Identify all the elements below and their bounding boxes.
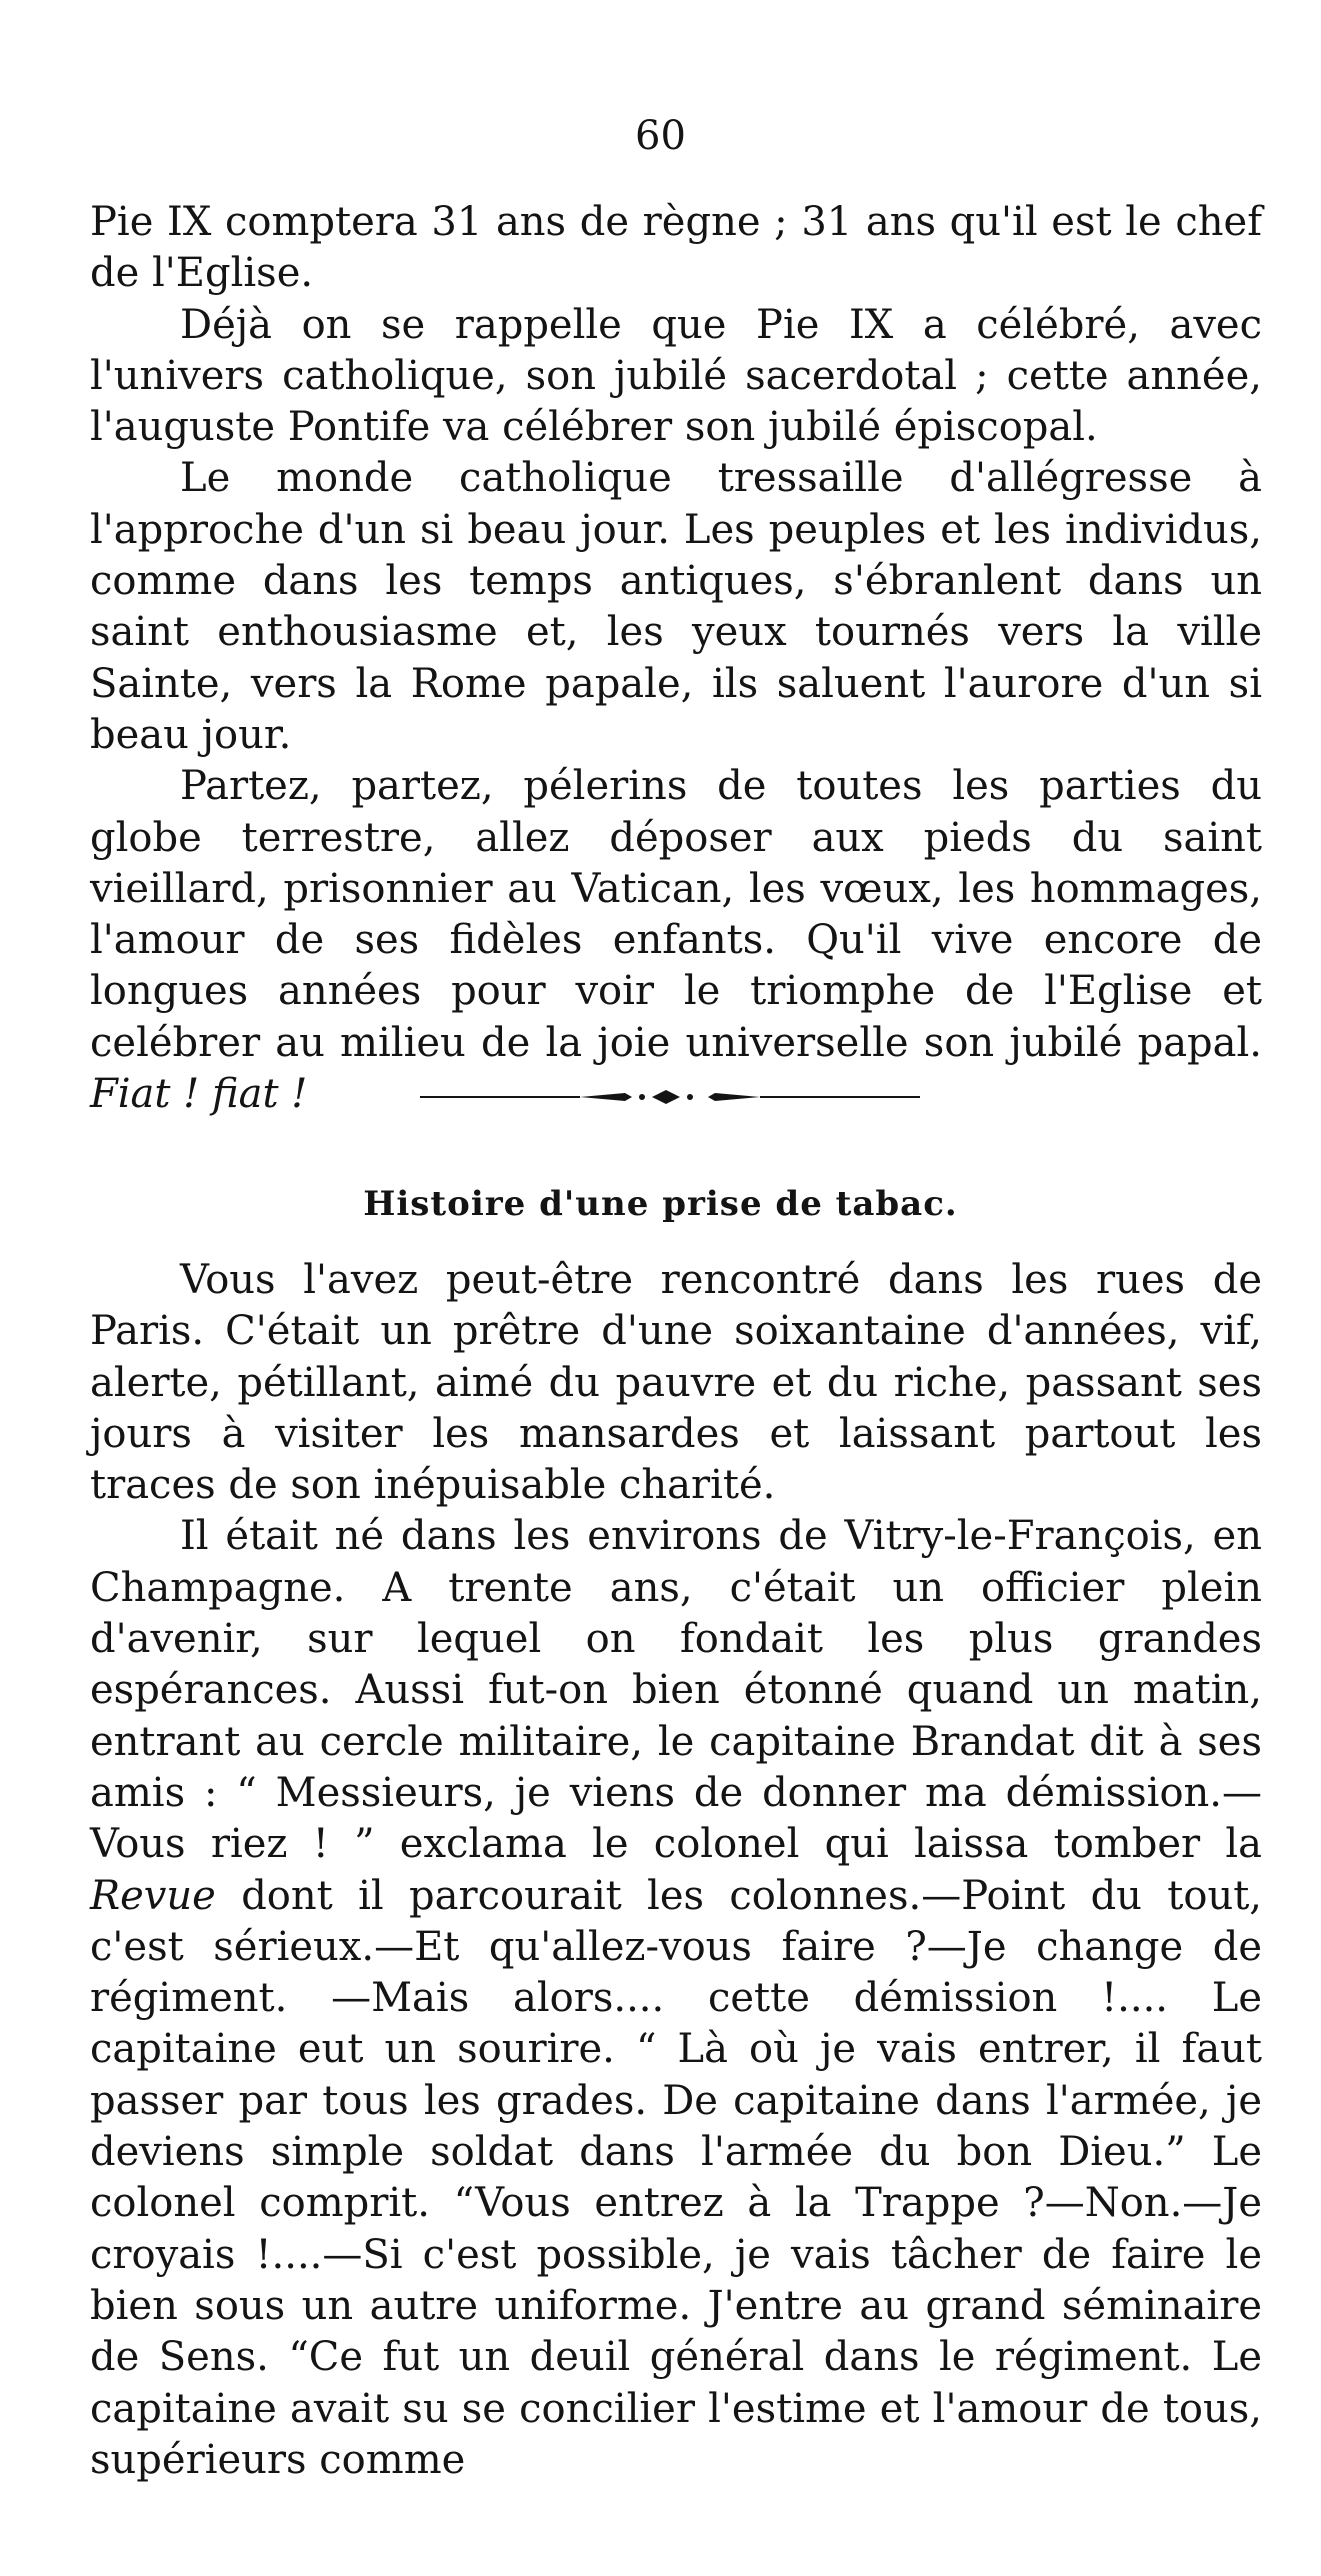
paragraph-story-2-part-2: dont il parcourait les colonnes.—Point du tout, c'est sérieux.—Et qu'allez-vous faire ?—Je change de régiment. —Mais alors.... cette démission !.... Le capitaine eut un sourire. “ Là où je vais entrer, il faut passer par tous les grades. De capitaine dans l'armée, je deviens simple soldat dans l'armée du bon Dieu.” Le colonel comprit. “Vous entrez à la Trappe ?—Non.—Je croyais !....—Si c'est possible, je vais tâcher de faire le bien sous un autre uniforme. J'entre au grand séminaire de Sens. “Ce fut un deuil général dans le régiment. Le capitaine avait su se concilier l'estime et l'amour de tous, supérieurs comme	[90, 1872, 1263, 2483]
paragraph-jubilee-3: Le monde catholique tressaille d'allégresse à l'approche d'un si beau jour. Les peuples et les individus, comme dans les temps antiques, s'ébranlent dans un saint enthousiasme et, les yeux tournés vers la ville Sainte, vers la Rome papale, ils saluent l'aurore d'un si beau jour.	[90, 455, 1262, 758]
section-jubilee	[90, 197, 1262, 1120]
paragraph-story-1: Vous l'avez peut-être rencontré dans les rues de Paris. C'était un prêtre d'une soixantaine d'années, vif, alerte, pétillant, aimé du pauvre et du riche, passant ses jours à visiter les mansardes et laissant partout les traces de son inépuisable charité.	[90, 1257, 1262, 1509]
ornament-divider	[420, 1085, 920, 1109]
paragraph-jubilee-1: Pie IX comptera 31 ans de règne ; 31 ans qu'il est le chef de l'Eglise.	[90, 199, 1262, 297]
paragraph-jubilee-4	[90, 761, 1262, 1120]
page-number: 60	[635, 113, 686, 159]
revue-italic: Revue	[90, 1872, 216, 1919]
section-story	[90, 1255, 1262, 2486]
section-title: Histoire d'une prise de tabac.	[363, 1184, 958, 1224]
paragraph-story-2-part-1: Il était né dans les environs de Vitry-le-François, en Champagne. A trente ans, c'était un officier plein d'avenir, sur lequel on fondait les plus grandes espérances. Aussi fut-on bien étonné quand un matin, entrant au cercle militaire, le capitaine Brandat dit à ses amis : “ Messieurs, je viens de donner ma démission.—Vous riez ! ” exclama le colonel qui laissa tomber la	[90, 1513, 1262, 1868]
paragraph-story-2	[90, 1511, 1262, 2486]
closing-exclamation: Fiat ! fiat !	[90, 1071, 308, 1118]
paragraph-jubilee-2: Déjà on se rappelle que Pie IX a célébré, avec l'univers catholique, son jubilé sacerdotal ; cette année, l'auguste Pontife va célébrer son jubilé épiscopal.	[90, 301, 1262, 451]
paragraph-jubilee-4-text: Partez, partez, pélerins de toutes les parties du globe terrestre, allez déposer aux pieds du saint vieillard, prisonnier au Vatican, les vœux, les hommages, l'amour de ses fidèles enfants. Qu'il vive encore de longues années pour voir le triomphe de l'Eglise et celébrer au milieu de la joie universelle son jubilé papal.	[90, 763, 1262, 1066]
